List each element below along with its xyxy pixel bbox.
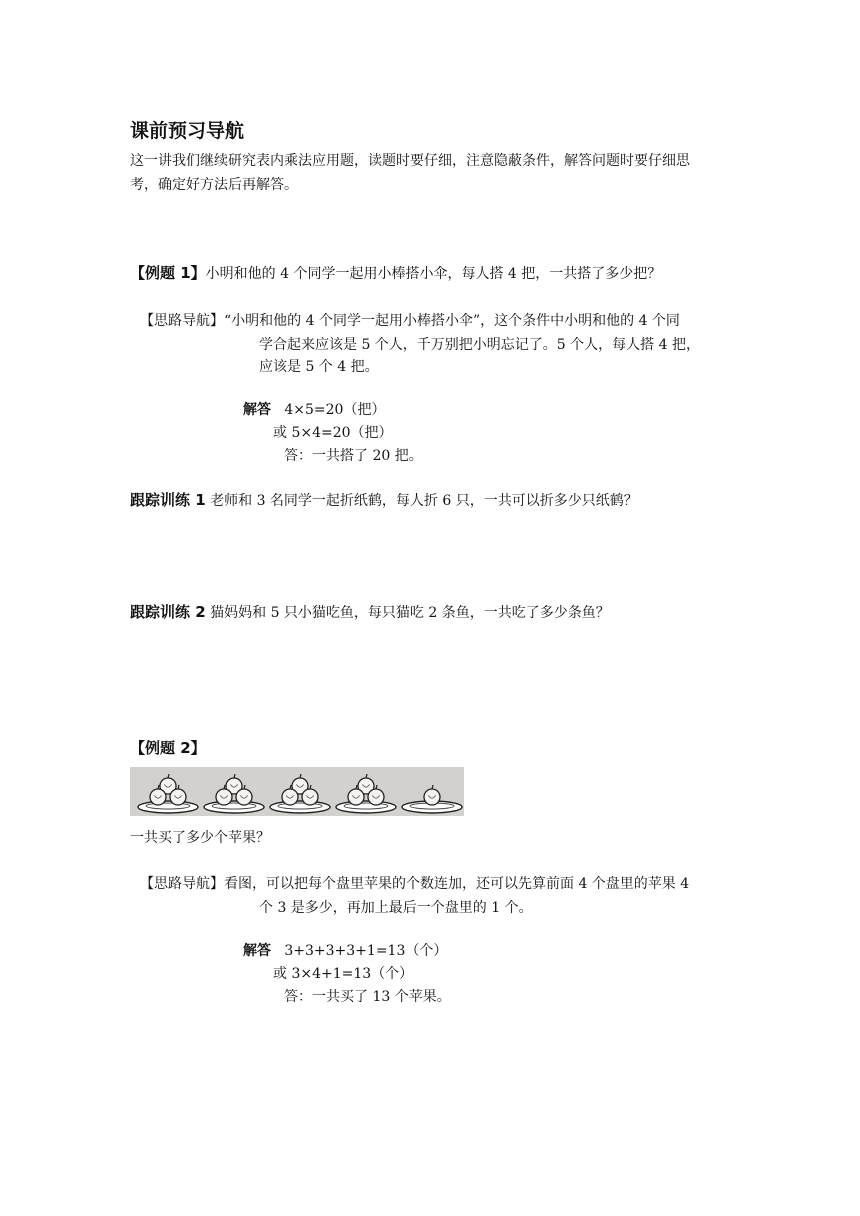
plate-1 [138,774,198,813]
example-1-hint-line-3: 应该是 5 个 4 把。 [259,359,379,375]
intro-line-1: 这一讲我们继续研究表内乘法应用题，读题时要仔细，注意隐蔽条件，解答问题时要仔细思 [130,153,690,169]
example-2-hint-line-1: 看图，可以把每个盘里苹果的个数连加，还可以先算前面 4 个盘里的苹果 4 [224,876,690,892]
training-1-question: 老师和 3 名同学一起折纸鹤，每人折 6 只，一共可以折多少只纸鹤？ [210,493,638,509]
training-2-question: 猫妈妈和 5 只小猫吃鱼，每只猫吃 2 条鱼，一共吃了多少条鱼？ [210,605,610,621]
example-2-label: 【例题 2】 [130,739,206,757]
example-1-hint-line-2: 学合起来应该是 5 个人，千万别把小明忘记了。5 个人，每人搭 4 把， [259,337,700,353]
example-1-label: 【例题 1】 [130,264,206,282]
apple-plates-illustration [130,767,464,816]
example-1-hint-line-1: “小明和他的 4 个同学一起用小棒搭小伞”，这个条件中小明和他的 4 个同 [224,313,680,329]
example-1-answer-line-2: 或 5×4=20（把） [273,425,393,441]
plate-3 [270,774,330,813]
example-2-answer-line-2: 或 3×4+1=13（个） [273,966,414,982]
example-1-answer-row [243,398,385,422]
example-2-answer-line-3: 答：一共买了 13 个苹果。 [284,989,451,1005]
example-2-answer-row [243,939,447,963]
example-2-hint-row [140,872,689,896]
example-2-answer-line-1: 3+3+3+3+1=13（个） [284,943,448,959]
example-2-answer-label: 解答 [243,943,271,959]
intro-line-2: 考，确定好方法后再解答。 [130,177,298,193]
example-1-question: 小明和他的 4 个同学一起用小棒搭小伞，每人搭 4 把，一共搭了多少把？ [205,266,662,282]
training-1-row [130,488,638,513]
example-1-row [130,261,661,286]
page-title: 课前预习导航 [130,120,245,142]
example-1-answer-line-3: 答：一共搭了 20 把。 [284,448,423,464]
training-2-row [130,600,610,625]
training-1-label: 跟踪训练 1 [130,491,206,509]
example-1-hint-row [140,309,680,333]
training-2-label: 跟踪训练 2 [130,603,206,621]
plate-5 [402,785,462,813]
example-1-answer-line-1: 4×5=20（把） [284,402,386,418]
example-1-hint-label: 【思路导航】 [140,313,224,329]
example-2-question: 一共买了多少个苹果？ [130,830,270,846]
plate-2 [204,774,264,813]
apple-plates-image [130,767,464,816]
example-2-hint-line-2: 个 3 是多少，再加上最后一个盘里的 1 个。 [259,900,533,916]
example-2-hint-label: 【思路导航】 [140,876,224,892]
plate-4 [336,774,396,813]
example-1-answer-label: 解答 [243,402,271,418]
